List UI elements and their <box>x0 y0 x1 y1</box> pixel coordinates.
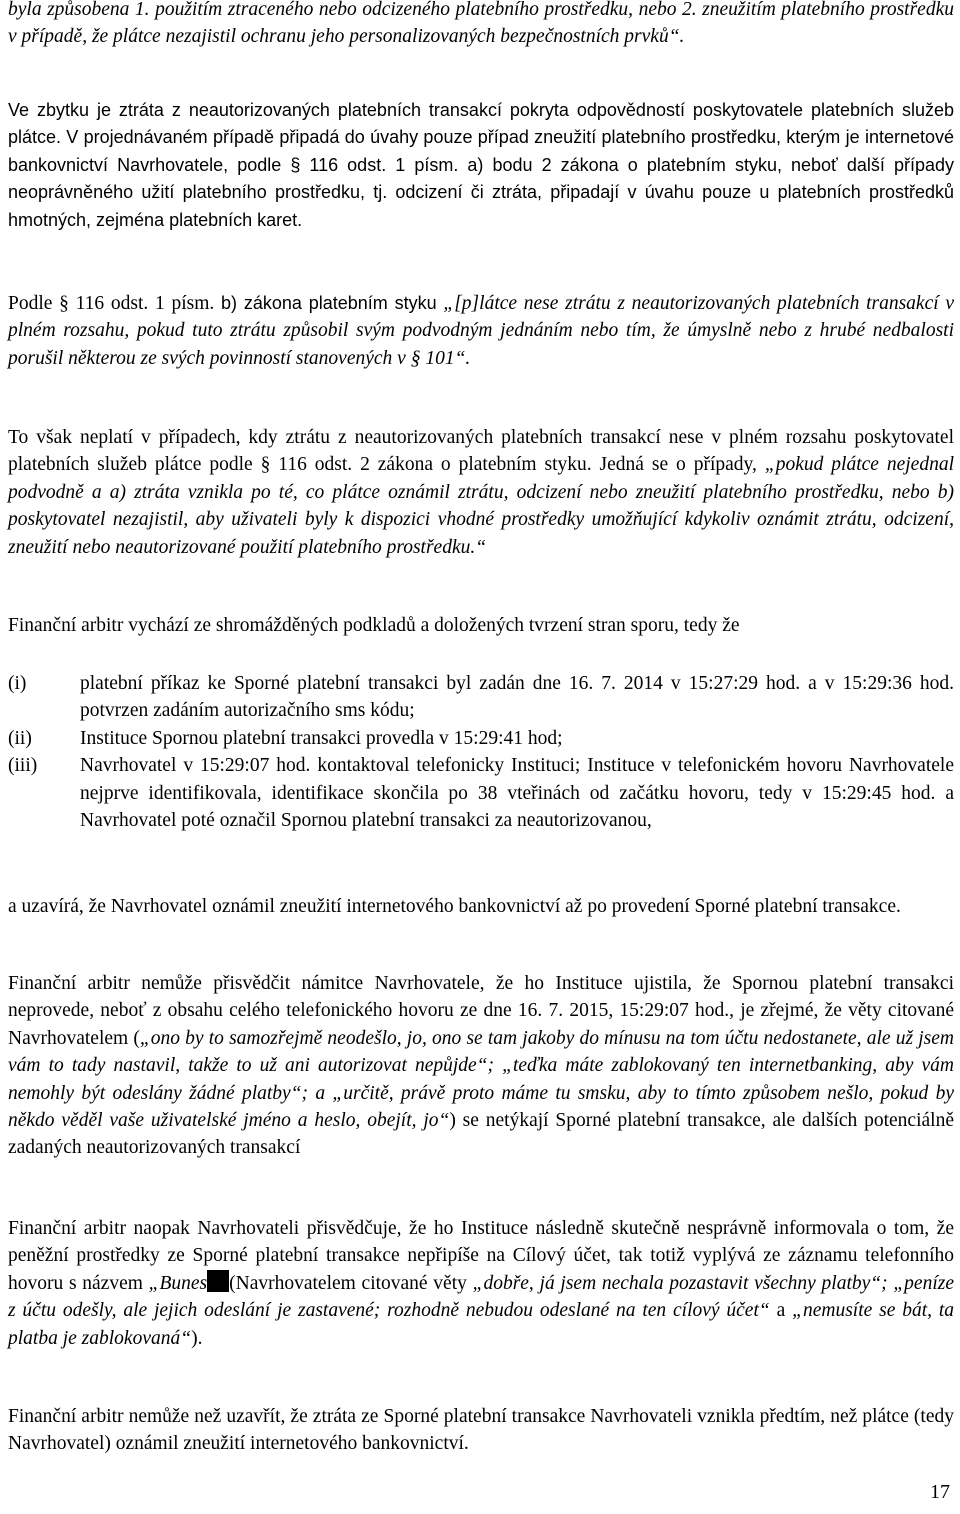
paragraph-misinformation: Finanční arbitr naopak Navrhovateli přisvědčuje, že ho Instituce následně skutečně nesprávně informovala o tom, že peněžní prostředky ze Sporné platební transakce nepřipíše na Cílový účet, tak totiž vyplývá ze záznamu telefonního hovoru s názvem „Bunes (Navrhovatelem citované věty „dobře, já jsem nechala pozastavit všechny platby“; „peníze z účtu odešly, ale jejich odeslání je zastavené; rozhodně nebudou odeslané na ten cílový účet“ a „nemusíte se bát, ta platba je zablokovaná“). <box>8 1218 955 1349</box>
paragraph-section-116: Podle § 116 odst. 1 písm. b) zákona platebním styku „[p]látce nese ztrátu z neautorizovaných platebních transakcí v plném rozsahu, pokud tuto ztrátu způsobil svým podvodným jednáním nebo tím, že úmyslně nebo z hrubé nedbalosti porušil některou ze svých povinností stanovených v § 101“. <box>8 293 955 369</box>
list-item-text: platební příkaz ke Sporné platební transakci byl zadán dne 16. 7. 2014 v 15:27:29 hod. a v 15:29:36 hod. potvrzen zadáním autorizačního sms kódu; <box>80 673 954 722</box>
list-item-number: (iii) <box>8 755 38 777</box>
paragraph-findings-intro: Finanční arbitr vychází ze shromážděných podkladů a doložených tvrzení stran sporu, tedy že <box>8 615 740 636</box>
findings-list <box>8 670 954 834</box>
list-item-text: Instituce Spornou platební transakci provedla v 15:29:41 hod; <box>80 727 563 749</box>
list-item-number: (ii) <box>8 727 32 749</box>
list-item <box>8 670 954 725</box>
page-number: 17 <box>930 1481 950 1503</box>
list-item <box>8 725 954 752</box>
paragraph-objection: Finanční arbitr nemůže přisvědčit námitce Navrhovatele, že ho Instituce ujistila, že Spornou platební transakci neprovede, neboť z obsahu celého telefonického hovoru ze dne 16. 7. 2015, 15:29:07 hod., je zřejmé, že věty citované Navrhovatelem („ono by to samozřejmě neodešlo, jo, ono se tam jakoby do mínusu na tom účtu nedostanete, ale už jsem vám to tady nastavil, takže to už ani autorizovat nepůjde“; „teďka máte zablokovaný ten internetbanking, aby vám nemohly být odeslány žádné platby“; a „určitě, právě proto máme tu smsku, aby to tímto způsobem nešlo, pokud by někdo věděl vaše uživatelské jméno a heslo, obejít, jo“) se netýkají Sporné platební transakce, ale dalších potenciálně zadaných neautorizovaných transakcí <box>8 973 954 1159</box>
paragraph-remaining-loss: Ve zbytku je ztráta z neautorizovaných platebních transakcí pokryta odpovědností poskytovatele platebních služeb plátce. V projednávaném případě připadá do úvahy pouze případ zneužití platebního prostředku, kterým je internetové bankovnictví Navrhovatele, podle § 116 odst. 1 písm. a) bodu 2 zákona o platebním styku, neboť další případy neoprávněného užití platebního prostředku, tj. odcizení či ztráta, připadají v úvahu pouze u platebních prostředků hmotných, zejména platebních karet. <box>8 100 955 230</box>
redaction-block <box>207 1270 229 1292</box>
paragraph-conclusion-report: a uzavírá, že Navrhovatel oznámil zneužití internetového bankovnictví až po provedení Sporné platební transakce. <box>8 896 901 917</box>
paragraph-quote-end: byla způsobena 1. použitím ztraceného nebo odcizeného platebního prostředku, nebo 2. zneužitím platebního prostředku v případě, že plátce nezajistil ochranu jeho personalizovaných bezpečnostních prvků“. <box>8 0 954 48</box>
list-item <box>8 752 954 834</box>
list-item-text: Navrhovatel v 15:29:07 hod. kontaktoval telefonicky Instituci; Instituce v telefonickém hovoru Navrhovatele nejprve identifikovala, identifikace skončila po 38 vteřinách od začátku hovoru, tedy v 15:29:45 hod. a Navrhovatel poté označil Spornou platební transakci za neautorizovanou, <box>80 755 954 832</box>
paragraph-exceptions: To však neplatí v případech, kdy ztrátu z neautorizovaných platebních transakcí nese v plném rozsahu poskytovatel platebních služeb plátce podle § 116 odst. 2 zákona o platebním styku. Jedná se o případy, „pokud plátce nejednal podvodně a a) ztráta vznikla po té, co plátce oznámil ztrátu, odcizení nebo zneužití platebního prostředku, nebo b) poskytovatel nezajistil, aby uživateli byly k dispozici vhodné prostředky umožňující kdykoliv oznámit ztrátu, odcizení, zneužití nebo neautorizované použití platebního prostředku.“ <box>8 427 954 558</box>
paragraph-final-conclusion: Finanční arbitr nemůže než uzavřít, že ztráta ze Sporné platební transakce Navrhovateli vznikla předtím, než plátce (tedy Navrhovatel) oznámil zneužití internetového bankovnictví. <box>8 1406 954 1455</box>
list-item-number: (i) <box>8 673 27 694</box>
